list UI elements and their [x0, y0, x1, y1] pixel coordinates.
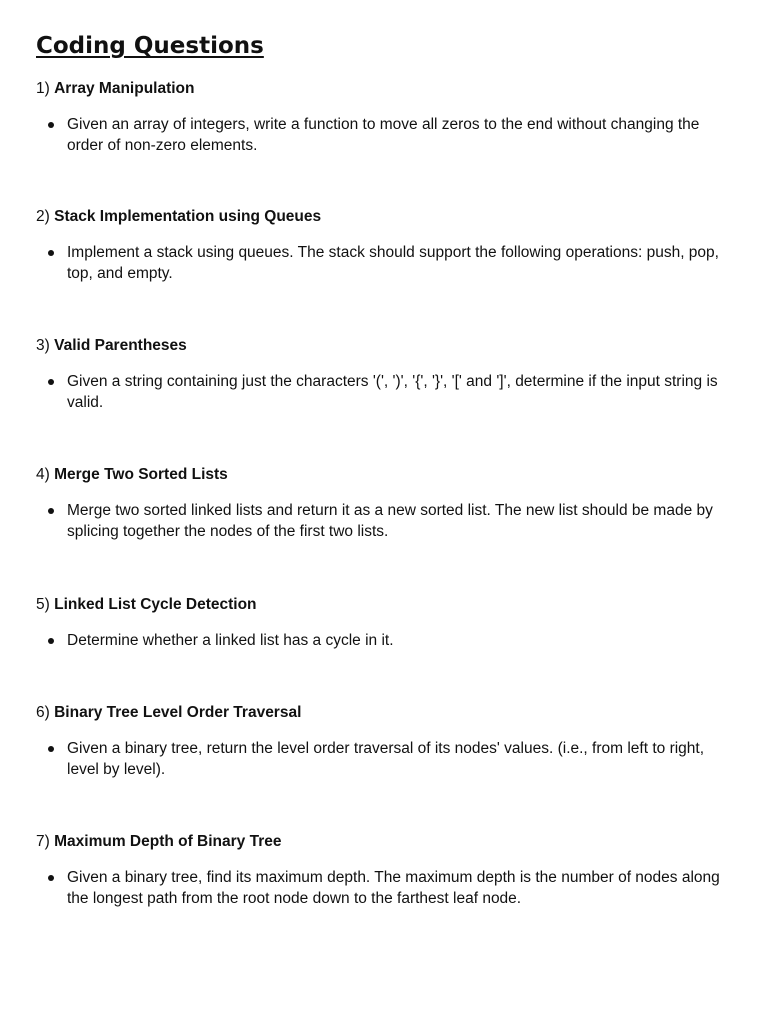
- question-title: Binary Tree Level Order Traversal: [54, 704, 302, 721]
- question-3: [36, 336, 736, 413]
- question-title: Array Manipulation: [54, 80, 195, 97]
- bullet-icon: [48, 250, 54, 256]
- question-6: [36, 703, 736, 780]
- question-heading: [36, 832, 736, 852]
- question-5: [36, 595, 736, 652]
- question-1: [36, 79, 736, 156]
- question-4: [36, 465, 736, 542]
- question-title: Maximum Depth of Binary Tree: [54, 833, 282, 850]
- question-number: 2): [36, 208, 50, 225]
- question-heading: [36, 79, 736, 99]
- document-page: [36, 30, 736, 907]
- question-number: 7): [36, 833, 50, 850]
- list-item: [36, 868, 736, 909]
- question-number: 4): [36, 466, 50, 483]
- bullet-icon: [48, 122, 54, 128]
- list-item: [36, 372, 736, 413]
- question-description: Given a binary tree, return the level order traversal of its nodes' values. (i.e., from left to right, level by level).: [67, 740, 705, 778]
- question-number: 6): [36, 704, 50, 721]
- bullet-icon: [48, 746, 54, 752]
- question-heading: [36, 595, 736, 615]
- question-7: [36, 832, 736, 909]
- question-title: Stack Implementation using Queues: [54, 208, 322, 225]
- question-number: 5): [36, 596, 50, 613]
- bullet-icon: [48, 508, 54, 514]
- bullet-list: [36, 631, 736, 652]
- question-description: Merge two sorted linked lists and return it as a new sorted list. The new list should be made by splicing together the nodes of the first two lists.: [67, 502, 713, 540]
- question-description: Implement a stack using queues. The stack should support the following operations: push, pop, top, and empty.: [67, 244, 719, 282]
- question-title: Merge Two Sorted Lists: [54, 466, 228, 483]
- question-heading: [36, 465, 736, 485]
- bullet-list: [36, 115, 736, 156]
- bullet-icon: [48, 379, 54, 385]
- question-description: Given a string containing just the characters '(', ')', '{', '}', '[' and ']', determine if the input string is valid.: [67, 373, 718, 411]
- question-description: Given an array of integers, write a function to move all zeros to the end without changing the order of non-zero elements.: [67, 116, 700, 154]
- list-item: [36, 243, 736, 284]
- bullet-list: [36, 372, 736, 413]
- question-description: Given a binary tree, find its maximum depth. The maximum depth is the number of nodes along the longest path from the root node down to the farthest leaf node.: [67, 869, 720, 907]
- bullet-list: [36, 501, 736, 542]
- bullet-list: [36, 868, 736, 909]
- bullet-list: [36, 739, 736, 780]
- question-description: Determine whether a linked list has a cycle in it.: [67, 632, 394, 649]
- question-number: 1): [36, 80, 50, 97]
- question-heading: [36, 207, 736, 227]
- list-item: [36, 739, 736, 780]
- page-title: Coding Questions: [36, 33, 264, 59]
- bullet-icon: [48, 638, 54, 644]
- question-heading: [36, 336, 736, 356]
- question-title: Linked List Cycle Detection: [54, 596, 257, 613]
- list-item: [36, 115, 736, 156]
- question-number: 3): [36, 337, 50, 354]
- question-title: Valid Parentheses: [54, 337, 187, 354]
- question-2: [36, 207, 736, 284]
- list-item: [36, 501, 736, 542]
- question-heading: [36, 703, 736, 723]
- list-item: [36, 631, 736, 652]
- bullet-icon: [48, 875, 54, 881]
- bullet-list: [36, 243, 736, 284]
